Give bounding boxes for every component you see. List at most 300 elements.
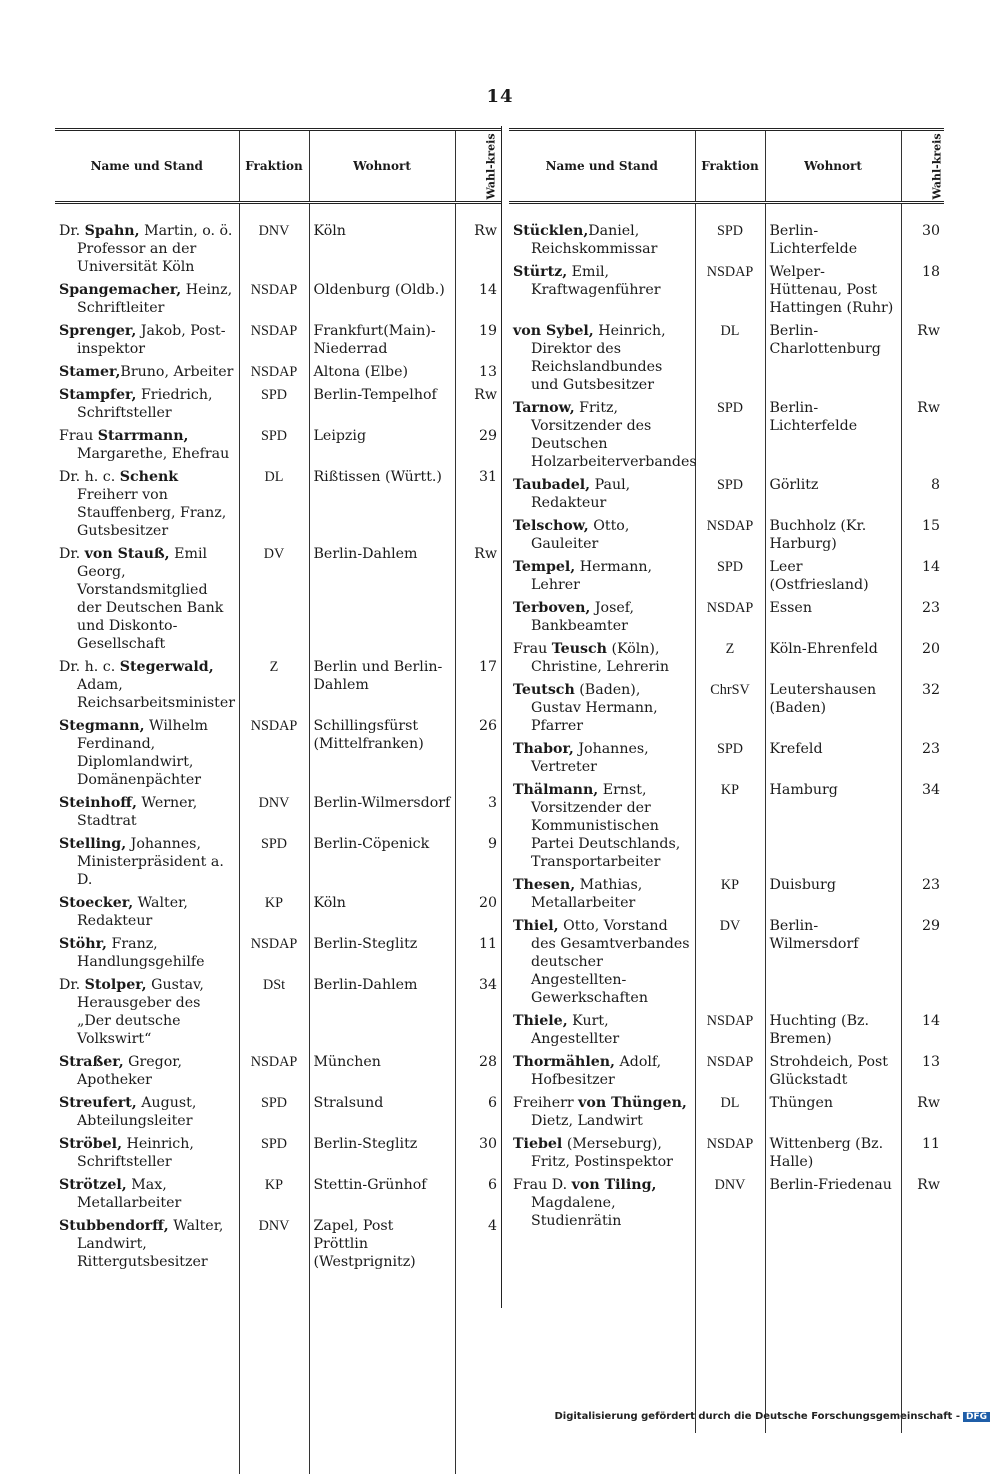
member-name-cell (509, 638, 695, 679)
name-details: Walter, Redakteur (77, 895, 188, 929)
residence-cell: Leipzig (309, 425, 455, 466)
name-details: Otto, Vorstand des Gesamtverbandes deutscher Angestellten-Gewerkschaften (531, 918, 690, 1006)
residence-cell: Berlin-Lichterfelde (765, 397, 901, 474)
party-cell: SPD (239, 425, 309, 466)
surname: Thiele, (513, 1013, 568, 1029)
surname: Ströbel, (59, 1136, 122, 1152)
surname: Schenk (120, 469, 178, 485)
name-details: Daniel, Reichskommissar (531, 223, 657, 257)
district-cell: 11 (901, 1133, 944, 1174)
district-cell: 23 (901, 597, 944, 638)
residence-cell: Berlin-Tempelhof (309, 384, 455, 425)
district-cell: 13 (455, 361, 501, 384)
table-body-left (55, 203, 501, 1474)
member-name-cell (509, 474, 695, 515)
name-details: Otto, Gauleiter (531, 518, 629, 552)
member-name-cell (509, 779, 695, 874)
district-cell: 6 (455, 1092, 501, 1133)
district-cell: 20 (455, 892, 501, 933)
member-name-cell (509, 1174, 695, 1233)
party-cell: KP (695, 779, 765, 874)
member-name-cell (55, 1133, 239, 1174)
district-cell: 4 (455, 1215, 501, 1274)
name-details: Josef, Bankbeamter (531, 600, 634, 634)
table-row (55, 384, 501, 425)
party-cell: NSDAP (695, 515, 765, 556)
surname: Steinhoff, (59, 795, 137, 811)
residence-cell: Berlin-Wilmersdorf (765, 915, 901, 1010)
party-cell: NSDAP (239, 320, 309, 361)
district-cell: 14 (901, 556, 944, 597)
surname: Stampfer, (59, 387, 136, 403)
party-cell: DNV (695, 1174, 765, 1233)
member-name-cell (55, 1092, 239, 1133)
member-name-cell (509, 220, 695, 261)
surname: Stelling, (59, 836, 126, 852)
residence-cell: Huchting (Bz. Bremen) (765, 1010, 901, 1051)
member-name-cell (509, 915, 695, 1010)
member-name-cell (55, 466, 239, 543)
table-row (55, 792, 501, 833)
name-details: Hermann, Lehrer (531, 559, 652, 593)
party-cell: Z (695, 638, 765, 679)
residence-cell: Berlin-Dahlem (309, 974, 455, 1051)
residence-cell: Berlin-Steglitz (309, 933, 455, 974)
table-row (509, 1051, 944, 1092)
residence-cell: Stettin-Grünhof (309, 1174, 455, 1215)
district-cell: 31 (455, 466, 501, 543)
surname: Telschow, (513, 518, 589, 534)
residence-cell: Altona (Elbe) (309, 361, 455, 384)
residence-cell: Köln-Ehrenfeld (765, 638, 901, 679)
surname: Thabor, (513, 741, 574, 757)
residence-cell: Duisburg (765, 874, 901, 915)
table-row (55, 1215, 501, 1274)
district-cell: 26 (455, 715, 501, 792)
district-cell: 8 (901, 474, 944, 515)
name-details: Heinrich, Schriftsteller (77, 1136, 194, 1170)
header-name: Name und Stand (509, 130, 695, 203)
table-row (509, 738, 944, 779)
name-details: Heinrich, Direktor des Reichslandbundes und Gutsbesitzer (531, 323, 666, 393)
name-details: Werner, Stadtrat (77, 795, 197, 829)
member-name-cell (509, 1010, 695, 1051)
member-name-cell (55, 1215, 239, 1274)
party-cell: NSDAP (695, 1010, 765, 1051)
district-cell: 14 (901, 1010, 944, 1051)
dfg-logo: DFG (963, 1412, 990, 1422)
member-name-cell (55, 279, 239, 320)
name-prefix: Dr. h. c. (59, 659, 120, 675)
table-row (509, 397, 944, 474)
table-row (509, 1174, 944, 1233)
surname: Stubbendorff, (59, 1218, 169, 1234)
name-details: Bruno, Arbeiter (120, 364, 233, 380)
table-row (55, 425, 501, 466)
district-cell: 23 (901, 738, 944, 779)
name-details: Jakob, Post-inspektor (77, 323, 226, 357)
header-place: Wohnort (765, 130, 901, 203)
table-row (509, 1010, 944, 1051)
party-cell: SPD (695, 474, 765, 515)
surname: von Thüngen, (578, 1095, 687, 1111)
table-row (509, 679, 944, 738)
table-row (55, 933, 501, 974)
table-row (55, 320, 501, 361)
name-details: Heinz, Schriftleiter (77, 282, 232, 316)
party-cell: ChrSV (695, 679, 765, 738)
party-cell: SPD (239, 1092, 309, 1133)
residence-cell: Essen (765, 597, 901, 638)
surname: Thälmann, (513, 782, 598, 798)
member-name-cell (509, 597, 695, 638)
member-name-cell (55, 1051, 239, 1092)
district-cell: 6 (455, 1174, 501, 1215)
district-cell: 23 (901, 874, 944, 915)
residence-cell: Köln (309, 220, 455, 279)
name-details: Paul, Redakteur (531, 477, 630, 511)
name-prefix: Dr. (59, 977, 85, 993)
name-details: Mathias, Metallarbeiter (531, 877, 642, 911)
table-body-right (509, 203, 944, 1434)
residence-cell: Hamburg (765, 779, 901, 874)
party-cell: DL (695, 1092, 765, 1133)
member-name-cell (509, 515, 695, 556)
member-name-cell (55, 361, 239, 384)
district-cell: 30 (455, 1133, 501, 1174)
name-details: Freiherr von Stauffenberg, Franz, Gutsbesitzer (77, 487, 226, 539)
party-cell: DNV (239, 220, 309, 279)
table-row (55, 543, 501, 656)
name-details: Johannes, Vertreter (531, 741, 649, 775)
member-name-cell (509, 679, 695, 738)
party-cell: NSDAP (239, 279, 309, 320)
surname: Tiebel (513, 1136, 562, 1152)
residence-cell: Berlin-Steglitz (309, 1133, 455, 1174)
residence-cell: Berlin-Dahlem (309, 543, 455, 656)
district-cell: 17 (455, 656, 501, 715)
residence-cell: Köln (309, 892, 455, 933)
name-prefix: Dr. h. c. (59, 469, 120, 485)
surname: Strötzel, (59, 1177, 127, 1193)
residence-cell: Stralsund (309, 1092, 455, 1133)
district-cell: 11 (455, 933, 501, 974)
surname: Stegerwald, (120, 659, 214, 675)
surname: von Sybel, (513, 323, 594, 339)
member-name-cell (509, 1092, 695, 1133)
table-row (509, 515, 944, 556)
residence-cell: Berlin-Lichterfelde (765, 220, 901, 261)
members-table-left (55, 128, 501, 1474)
name-details: Friedrich, Schriftsteller (77, 387, 213, 421)
name-details: (Baden), Gustav Hermann, Pfarrer (531, 682, 658, 734)
surname: Tarnow, (513, 400, 575, 416)
party-cell: DL (695, 320, 765, 397)
residence-cell: Berlin-Charlottenburg (765, 320, 901, 397)
district-cell: 29 (455, 425, 501, 466)
residence-cell: Thüngen (765, 1092, 901, 1133)
surname: Straßer, (59, 1054, 124, 1070)
name-prefix: Frau D. (513, 1177, 572, 1193)
page-number: 14 (0, 86, 1000, 107)
name-details: Adolf, Hofbesitzer (531, 1054, 661, 1088)
table-row (55, 1051, 501, 1092)
name-details: Franz, Handlungsgehilfe (77, 936, 205, 970)
member-name-cell (55, 320, 239, 361)
district-cell: 32 (901, 679, 944, 738)
name-details: Emil, Kraftwagenführer (531, 264, 661, 298)
residence-cell: Berlin-Friedenau (765, 1174, 901, 1233)
name-details: Emil Georg, Vorstandsmitglied der Deutschen Bank und Diskonto-Gesellschaft (77, 546, 223, 652)
party-cell: SPD (239, 384, 309, 425)
party-cell: SPD (695, 397, 765, 474)
table-row (55, 1174, 501, 1215)
party-cell: NSDAP (239, 933, 309, 974)
district-cell: 9 (455, 833, 501, 892)
district-cell: 34 (901, 779, 944, 874)
name-details: Kurt, Angestellter (531, 1013, 619, 1047)
table-row (509, 779, 944, 874)
name-details: Margarethe, Ehefrau (77, 446, 229, 462)
residence-cell: Strohdeich, Post Glückstadt (765, 1051, 901, 1092)
right-column (509, 128, 944, 1308)
party-cell: SPD (239, 833, 309, 892)
table-row (55, 220, 501, 279)
table-row (55, 833, 501, 892)
name-details: Fritz, Vorsitzender des Deutschen Holzarbeiterverbandes (531, 400, 697, 470)
party-cell: DNV (239, 792, 309, 833)
table-row (509, 638, 944, 679)
table-row (509, 556, 944, 597)
name-details: Johannes, Ministerpräsident a. D. (77, 836, 224, 888)
residence-cell: Rißtissen (Württ.) (309, 466, 455, 543)
district-cell: Rw (455, 384, 501, 425)
district-cell: 19 (455, 320, 501, 361)
table-row (55, 715, 501, 792)
member-name-cell (509, 1133, 695, 1174)
member-name-cell (55, 792, 239, 833)
party-cell: NSDAP (695, 1051, 765, 1092)
surname: Taubadel, (513, 477, 590, 493)
name-details: Ernst, Vorsitzender der Kommunistischen Partei Deutschlands, Transportarbeiter (531, 782, 680, 870)
surname: Stücklen, (513, 223, 588, 239)
residence-cell: Zapel, Post Pröttlin (Westprignitz) (309, 1215, 455, 1274)
party-cell: NSDAP (695, 261, 765, 320)
party-cell: NSDAP (239, 715, 309, 792)
surname: Stegmann, (59, 718, 145, 734)
surname: Teutsch (513, 682, 575, 698)
footer-text: Digitalisierung gefördert durch die Deutsche Forschungsgemeinschaft - (554, 1411, 960, 1422)
member-name-cell (509, 556, 695, 597)
district-cell: Rw (455, 543, 501, 656)
table-row (509, 597, 944, 638)
residence-cell: Berlin und Berlin-Dahlem (309, 656, 455, 715)
residence-cell: Görlitz (765, 474, 901, 515)
table-row (509, 915, 944, 1010)
name-prefix: Dr. (59, 223, 85, 239)
surname: Thormählen, (513, 1054, 615, 1070)
table-row (55, 466, 501, 543)
surname: Stolper, (85, 977, 147, 993)
surname: Teusch (552, 641, 607, 657)
party-cell: SPD (239, 1133, 309, 1174)
members-table-right (509, 128, 944, 1433)
table-row (509, 320, 944, 397)
member-name-cell (55, 974, 239, 1051)
name-details: Martin, o. ö. Professor an der Universität Köln (77, 223, 232, 275)
table-row (55, 656, 501, 715)
district-cell: Rw (901, 320, 944, 397)
surname: Thiel, (513, 918, 559, 934)
header-place: Wohnort (309, 130, 455, 203)
table-row (509, 474, 944, 515)
surname: Stürtz, (513, 264, 567, 280)
surname: Stöhr, (59, 936, 107, 952)
district-cell: Rw (901, 397, 944, 474)
district-cell: 28 (455, 1051, 501, 1092)
name-details: Dietz, Landwirt (531, 1113, 643, 1129)
residence-cell: Leer (Ostfriesland) (765, 556, 901, 597)
name-details: Gustav, Herausgeber des „Der deutsche Volkswirt“ (77, 977, 204, 1047)
surname: Sprenger, (59, 323, 136, 339)
party-cell: Z (239, 656, 309, 715)
residence-cell: Buchholz (Kr. Harburg) (765, 515, 901, 556)
district-cell: 34 (455, 974, 501, 1051)
name-details: Magdalene, Studienrätin (531, 1195, 621, 1229)
surname: von Tiling, (572, 1177, 657, 1193)
surname: von Stauß, (85, 546, 170, 562)
residence-cell: Krefeld (765, 738, 901, 779)
member-name-cell (509, 397, 695, 474)
member-name-cell (55, 656, 239, 715)
member-name-cell (55, 933, 239, 974)
district-cell: 13 (901, 1051, 944, 1092)
member-name-cell (509, 874, 695, 915)
member-name-cell (509, 1051, 695, 1092)
table-row (509, 1133, 944, 1174)
header-district: Wahl-kreis (901, 130, 944, 203)
member-name-cell (55, 543, 239, 656)
footer-credit (554, 1411, 990, 1422)
surname: Stamer, (59, 364, 120, 380)
table-row (55, 279, 501, 320)
residence-cell: Welper-Hüttenau, Post Hattingen (Ruhr) (765, 261, 901, 320)
name-prefix: Freiherr (513, 1095, 578, 1111)
district-cell: 15 (901, 515, 944, 556)
residence-cell: Oldenburg (Oldb.) (309, 279, 455, 320)
party-cell: DNV (239, 1215, 309, 1274)
district-cell: Rw (901, 1174, 944, 1233)
member-name-cell (55, 1174, 239, 1215)
name-details: Max, Metallarbeiter (77, 1177, 181, 1211)
name-details: Gregor, Apotheker (77, 1054, 182, 1088)
party-cell: DSt (239, 974, 309, 1051)
party-cell: DL (239, 466, 309, 543)
party-cell: KP (239, 1174, 309, 1215)
district-cell: 3 (455, 792, 501, 833)
table-row (509, 261, 944, 320)
header-name: Name und Stand (55, 130, 239, 203)
surname: Spangemacher, (59, 282, 181, 298)
name-prefix: Dr. (59, 546, 85, 562)
district-cell: 18 (901, 261, 944, 320)
column-separator (501, 126, 502, 1308)
surname: Starrmann, (98, 428, 189, 444)
surname: Terboven, (513, 600, 590, 616)
residence-cell: Berlin-Cöpenick (309, 833, 455, 892)
header-party: Fraktion (695, 130, 765, 203)
party-cell: NSDAP (695, 597, 765, 638)
residence-cell: Schillingsfürst (Mittelfranken) (309, 715, 455, 792)
party-cell: DV (239, 543, 309, 656)
member-name-cell (55, 892, 239, 933)
member-name-cell (509, 320, 695, 397)
header-district: Wahl-kreis (455, 130, 501, 203)
party-cell: KP (239, 892, 309, 933)
left-column (55, 128, 501, 1308)
residence-cell: Berlin-Wilmersdorf (309, 792, 455, 833)
party-cell: NSDAP (239, 361, 309, 384)
table-row (55, 361, 501, 384)
table-row (509, 220, 944, 261)
party-cell: DV (695, 915, 765, 1010)
member-name-cell (509, 261, 695, 320)
surname: Streufert, (59, 1095, 137, 1111)
party-cell: NSDAP (239, 1051, 309, 1092)
name-details: Walter, Landwirt, Rittergutsbesitzer (77, 1218, 223, 1270)
district-cell: 30 (901, 220, 944, 261)
district-cell: Rw (455, 220, 501, 279)
party-cell: NSDAP (695, 1133, 765, 1174)
table-row (55, 1092, 501, 1133)
name-prefix: Frau (513, 641, 552, 657)
table-row (55, 1133, 501, 1174)
member-name-cell (55, 715, 239, 792)
member-name-cell (55, 220, 239, 279)
residence-cell: München (309, 1051, 455, 1092)
name-details: August, Abteilungsleiter (77, 1095, 196, 1129)
party-cell: SPD (695, 220, 765, 261)
table-row (509, 874, 944, 915)
member-name-cell (55, 425, 239, 466)
header-party: Fraktion (239, 130, 309, 203)
district-cell: 14 (455, 279, 501, 320)
district-cell: Rw (901, 1092, 944, 1133)
table-header-row (509, 130, 944, 203)
residence-cell: Wittenberg (Bz. Halle) (765, 1133, 901, 1174)
table-row (55, 974, 501, 1051)
residence-cell: Leutershausen (Baden) (765, 679, 901, 738)
surname: Tempel, (513, 559, 575, 575)
name-details: (Merseburg), Fritz, Postinspektor (531, 1136, 673, 1170)
member-name-cell (509, 738, 695, 779)
table-row (509, 1092, 944, 1133)
name-prefix: Frau (59, 428, 98, 444)
table-row (55, 892, 501, 933)
member-name-cell (55, 384, 239, 425)
surname: Spahn, (85, 223, 140, 239)
party-cell: SPD (695, 738, 765, 779)
district-cell: 29 (901, 915, 944, 1010)
surname: Stoecker, (59, 895, 133, 911)
name-details: Adam, Reichsarbeitsminister (77, 677, 235, 711)
name-details: (Köln), Christine, Lehrerin (531, 641, 669, 675)
party-cell: KP (695, 874, 765, 915)
name-details: Wilhelm Ferdinand, Diplomlandwirt, Domänenpächter (77, 718, 208, 788)
district-cell: 20 (901, 638, 944, 679)
member-name-cell (55, 833, 239, 892)
table-header-row (55, 130, 501, 203)
